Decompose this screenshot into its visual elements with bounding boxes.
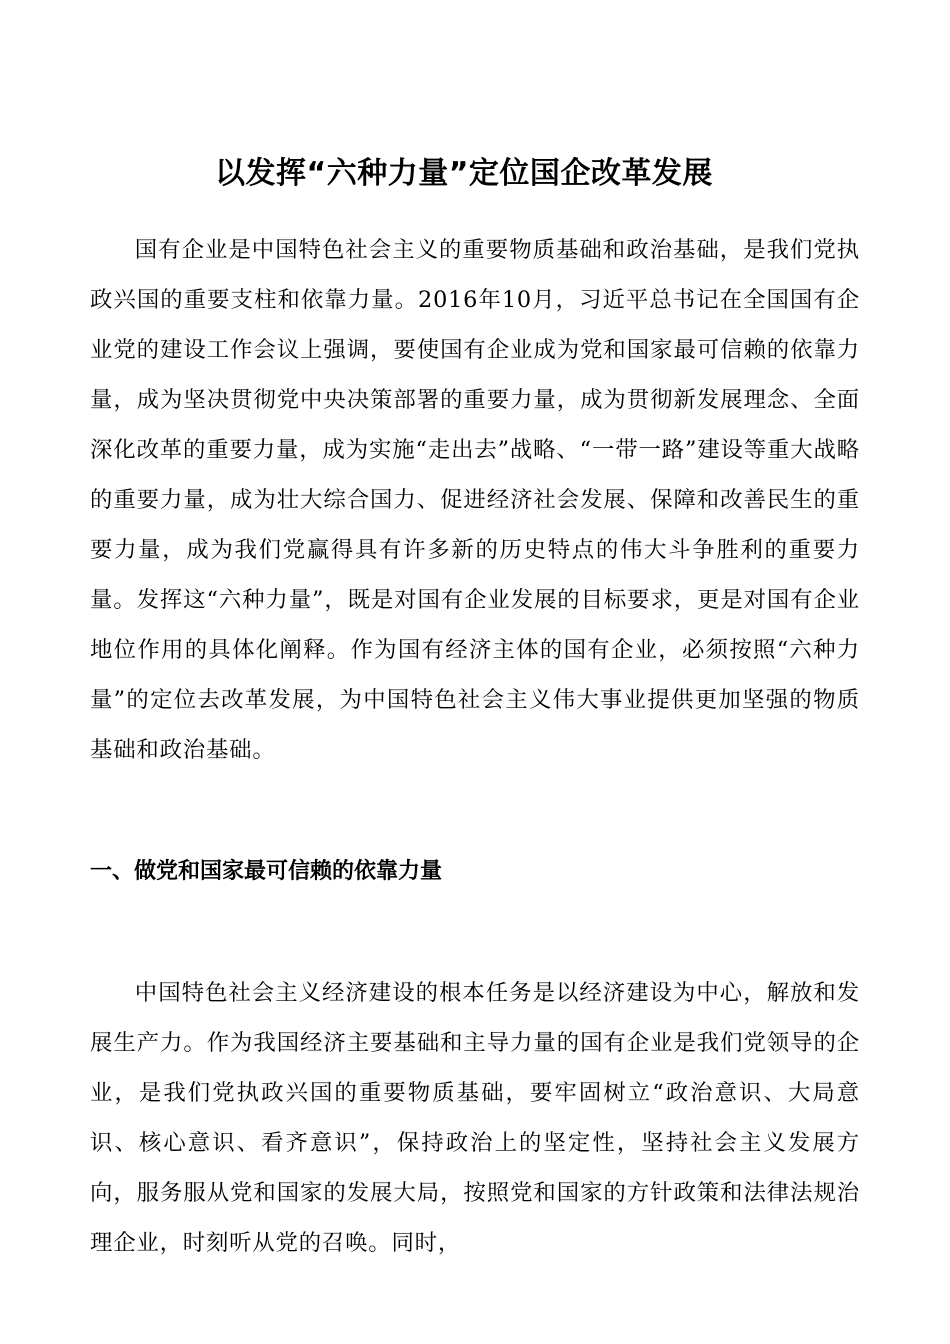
body-paragraph: 中国特色社会主义经济建设的根本任务是以经济建设为中心，解放和发展生产力。作为我国经济主要基础和主导力量的国有企业是我们党领导的企业，是我们党执政兴国的重要物质基础，要牢固树立“政治意识、大局意识、核心意识、看齐意识”，保持政治上的坚定性，坚持社会主义发展方向，服务服从党和国家的发展大局，按照党和国家的方针政策和法律法规治理企业，时刻听从党的召唤。同时， — [90, 980, 860, 1256]
section-heading: 一、做党和国家最可信赖的依靠力量 — [90, 859, 443, 884]
intro-paragraph: 国有企业是中国特色社会主义的重要物质基础和政治基础，是我们党执政兴国的重要支柱和依靠力量。2016年10月，习近平总书记在全国国有企业党的建设工作会议上强调，要使国有企业成为党和国家最可信赖的依靠力量，成为坚决贯彻党中央决策部署的重要力量，成为贯彻新发展理念、全面深化改革的重要力量，成为实施“走出去”战略、“一带一路”建设等重大战略的重要力量，成为壮大综合国力、促进经济社会发展、保障和改善民生的重要力量，成为我们党赢得具有许多新的历史特点的伟大斗争胜利的重要力量。发挥这“六种力量”，既是对国有企业发展的目标要求，更是对国有企业地位作用的具体化阐释。作为国有经济主体的国有企业，必须按照“六种力量”的定位去改革发展，为中国特色社会主义伟大事业提供更加坚强的物质基础和政治基础。 — [90, 237, 860, 763]
document-title: 以发挥“六种力量”定位国企改革发展 — [215, 156, 713, 191]
